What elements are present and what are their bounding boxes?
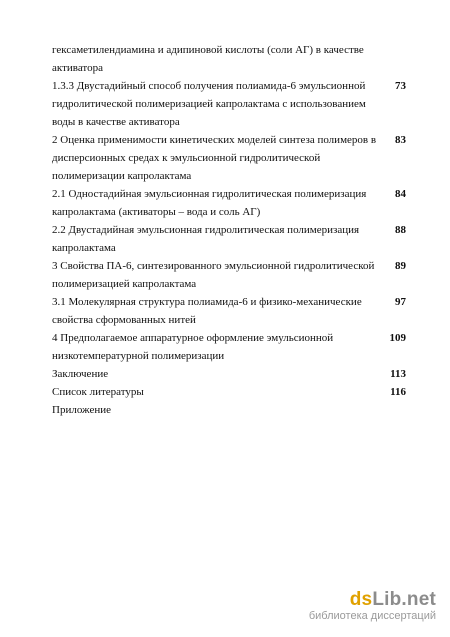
toc-entry-text-line: 3.1 Молекулярная структура полиамида-6 и физико-механические bbox=[52, 296, 362, 308]
toc-entry-text-line: 4 Предполагаемое аппаратурное оформление эмульсионной bbox=[52, 332, 334, 344]
toc-entry-text-line: капролактама bbox=[52, 242, 116, 254]
toc-entry-text-line: 3 Свойства ПА-6, синтезированного эмульсионной гидролитической bbox=[52, 260, 375, 272]
toc-entry-text-line: Заключение bbox=[52, 368, 109, 380]
dslib-watermark bbox=[306, 590, 436, 623]
toc-entry-text-line: дисперсионных средах к эмульсионной гидролитической bbox=[52, 152, 321, 164]
toc-entry-text-line: гидролитической полимеризацией капролактама с использованием bbox=[52, 98, 366, 110]
logo-part-lib: Lib bbox=[372, 589, 402, 610]
toc-entry-text-line: капролактама (активаторы – вода и соль АГ) bbox=[52, 206, 261, 218]
toc-entry-text-line: полимеризации капролактама bbox=[52, 170, 192, 182]
toc-entry bbox=[52, 401, 406, 419]
toc-entry bbox=[52, 185, 406, 221]
toc-page-number: 109 bbox=[389, 332, 406, 344]
toc-entry-text-line: полимеризацией капролактама bbox=[52, 278, 197, 290]
toc-page-number: 84 bbox=[395, 188, 406, 200]
toc-entry-text-line: воды в качестве активатора bbox=[52, 116, 180, 128]
toc-entry-text-line: 1.3.3 Двустадийный способ получения полиамида-6 эмульсионной bbox=[52, 80, 366, 92]
watermark-subtitle: библиотека диссертаций bbox=[308, 610, 436, 622]
toc-entry-text-line: Список литературы bbox=[52, 386, 144, 398]
logo-part-ds: ds bbox=[349, 589, 373, 610]
toc-page-number: 89 bbox=[395, 260, 406, 272]
toc-entry-text-line: 2.2 Двустадийная эмульсионная гидролитическая полимеризация bbox=[52, 224, 360, 236]
toc-entry bbox=[52, 365, 406, 383]
toc-entry-text-line: Приложение bbox=[52, 404, 112, 416]
toc-entry-text-line: 2.1 Одностадийная эмульсионная гидролитическая полимеризация bbox=[52, 188, 367, 200]
toc-entry-text-line: низкотемпературной полимеризации bbox=[52, 350, 225, 362]
toc-entry bbox=[52, 329, 406, 365]
toc-entry bbox=[52, 221, 406, 257]
toc-page-number: 113 bbox=[390, 368, 406, 380]
dslib-logo bbox=[306, 590, 436, 610]
toc-page-number: 88 bbox=[395, 224, 406, 236]
toc-entry bbox=[52, 77, 406, 131]
toc-entry-text-line: гексаметилендиамина и адипиновой кислоты (соли АГ) в качестве bbox=[52, 44, 364, 56]
toc-entry bbox=[52, 293, 406, 329]
toc-entry bbox=[52, 257, 406, 293]
toc-page-number: 97 bbox=[395, 296, 406, 308]
toc-entry bbox=[52, 41, 406, 77]
toc-entry-text-line: свойства сформованных нитей bbox=[52, 314, 196, 326]
toc-entry-text-line: 2 Оценка применимости кинетических моделей синтеза полимеров в bbox=[52, 134, 377, 146]
toc-entry-text-line: активатора bbox=[52, 62, 103, 74]
toc-page-number: 83 bbox=[395, 134, 406, 146]
table-of-contents bbox=[52, 41, 406, 419]
logo-part-net: .net bbox=[401, 589, 436, 610]
toc-entry bbox=[52, 131, 406, 185]
toc-page-number: 73 bbox=[395, 80, 406, 92]
toc-entry bbox=[52, 383, 406, 401]
toc-page-number: 116 bbox=[390, 386, 406, 398]
